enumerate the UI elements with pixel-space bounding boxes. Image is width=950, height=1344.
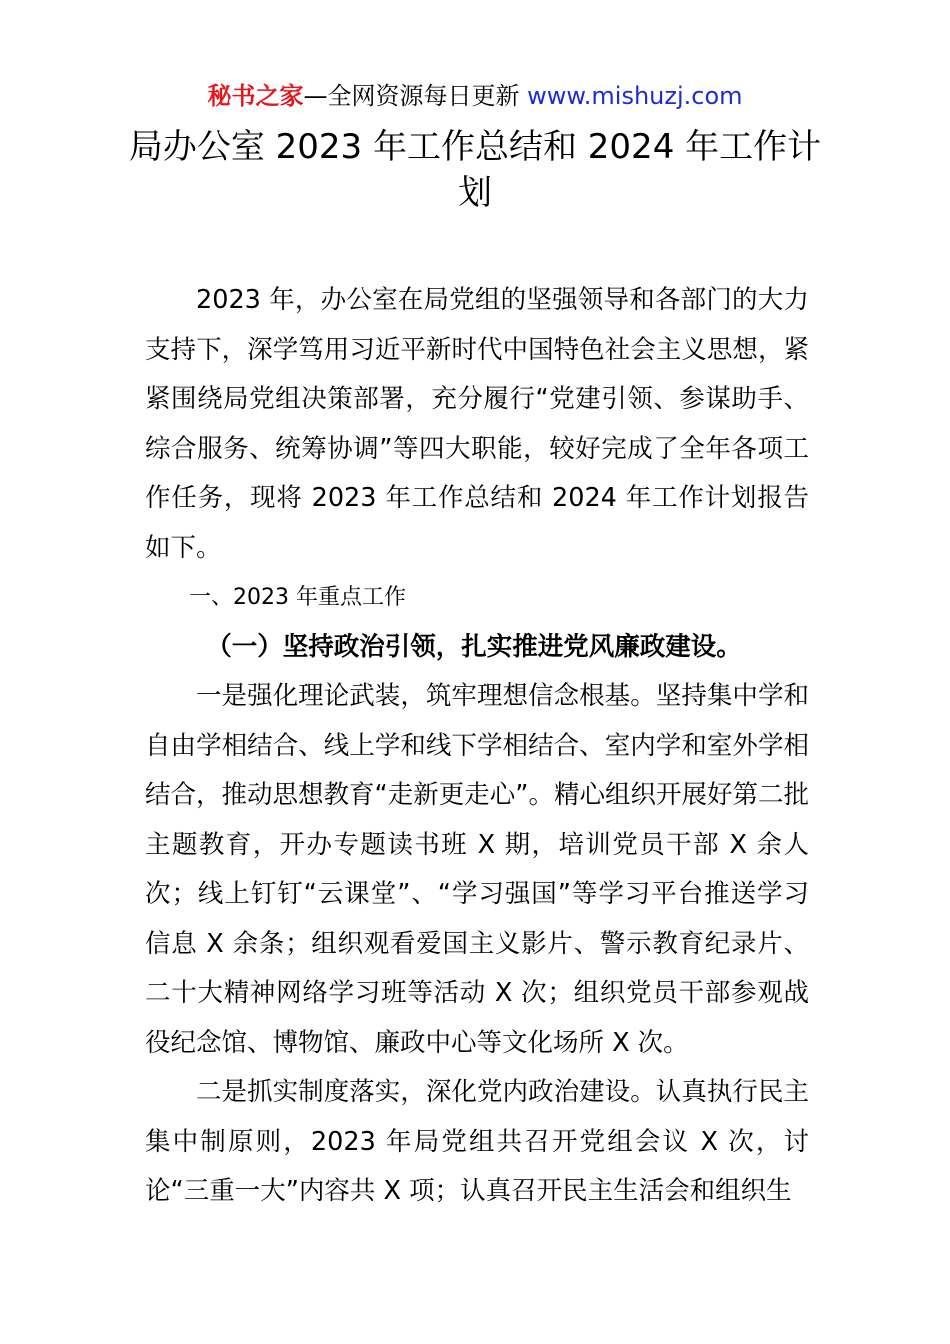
site-brand: 秘书之家 bbox=[207, 82, 304, 110]
intro-paragraph: 2023 年，办公室在局党组的坚强领导和各部门的大力支持下，深学笃用习近平新时代中国特色社会主义思想，紧紧围绕局党组决策部署，充分履行“党建引领、参谋助手、综合服务、统筹协调”等四大职能，较好完成了全年各项工作任务，现将 2023 年工作总结和 2024 年工作计划报告如下。 bbox=[145, 285, 809, 563]
site-tagline: —全网资源每日更新 bbox=[303, 82, 528, 110]
section-heading: 一、2023 年重点工作 bbox=[189, 585, 406, 610]
subsection-heading: （一）坚持政治引领，扎实推进党风廉政建设。 bbox=[206, 631, 742, 662]
document-title: 局办公室 2023 年工作总结和 2024 年工作计划 bbox=[128, 127, 822, 213]
site-url-link[interactable]: www.mishuzj.com bbox=[527, 82, 743, 110]
body-paragraph: 二是抓实制度落实，深化党内政治建设。认真执行民主集中制原则，2023 年局党组共召开党组会议 X 次，讨论“三重一大”内容共 X 项；认真召开民主生活会和组织生 bbox=[145, 1077, 809, 1206]
site-header bbox=[0, 80, 950, 112]
document-body bbox=[145, 276, 809, 1217]
body-paragraph: 一是强化理论武装，筑牢理想信念根基。坚持集中学和自由学相结合、线上学和线下学相结合、室内学和室外学相结合，推动思想教育“走新更走心”。精心组织开展好第二批主题教育，开办专题读书班 X 期，培训党员干部 X 余人次；线上钉钉“云课堂”、“学习强国”等学习平台推送学习信息 X 余条；组织观看爱国主义影片、警示教育纪录片、二十大精神网络学习班等活动 X 次；组织党员干部参观战役纪念馆、博物馆、廉政中心等文化场所 X 次。 bbox=[145, 681, 809, 1058]
